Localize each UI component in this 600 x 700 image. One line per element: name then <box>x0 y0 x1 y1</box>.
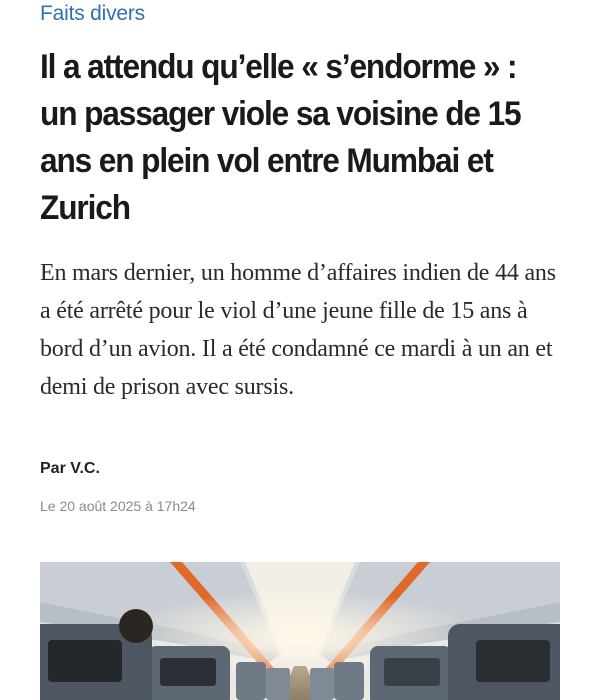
passenger-head <box>119 609 153 643</box>
seat-distant-left <box>266 668 290 700</box>
seatback-screen-right <box>384 658 440 686</box>
seatback-screen-left <box>160 658 216 686</box>
seat-distant-right <box>310 668 334 700</box>
seatback-screen-front-left <box>48 640 122 682</box>
hero-image <box>40 562 560 700</box>
article-headline: Il a attendu qu’elle « s’endorme » : un passager viole sa voisine de 15 ans en plein vol entre Mumbai et Zurich <box>40 48 521 227</box>
seat-mid-left <box>236 662 266 700</box>
article-lede: En mars dernier, un homme d’affaires indien de 44 ans a été arrêté pour le viol d’une jeune fille de 15 ans à bord d’un avion. Il a été condamné ce mardi à un an et demi de prison avec sursis. <box>40 260 556 400</box>
seat-mid-right <box>334 662 364 700</box>
publish-date: Le 20 août 2025 à 17h24 <box>40 498 196 514</box>
cabin-illustration <box>40 562 560 700</box>
seatback-screen-front-right <box>476 640 550 682</box>
author-byline: Par V.C. <box>40 460 100 477</box>
section-rubric-link[interactable]: Faits divers <box>40 2 145 25</box>
